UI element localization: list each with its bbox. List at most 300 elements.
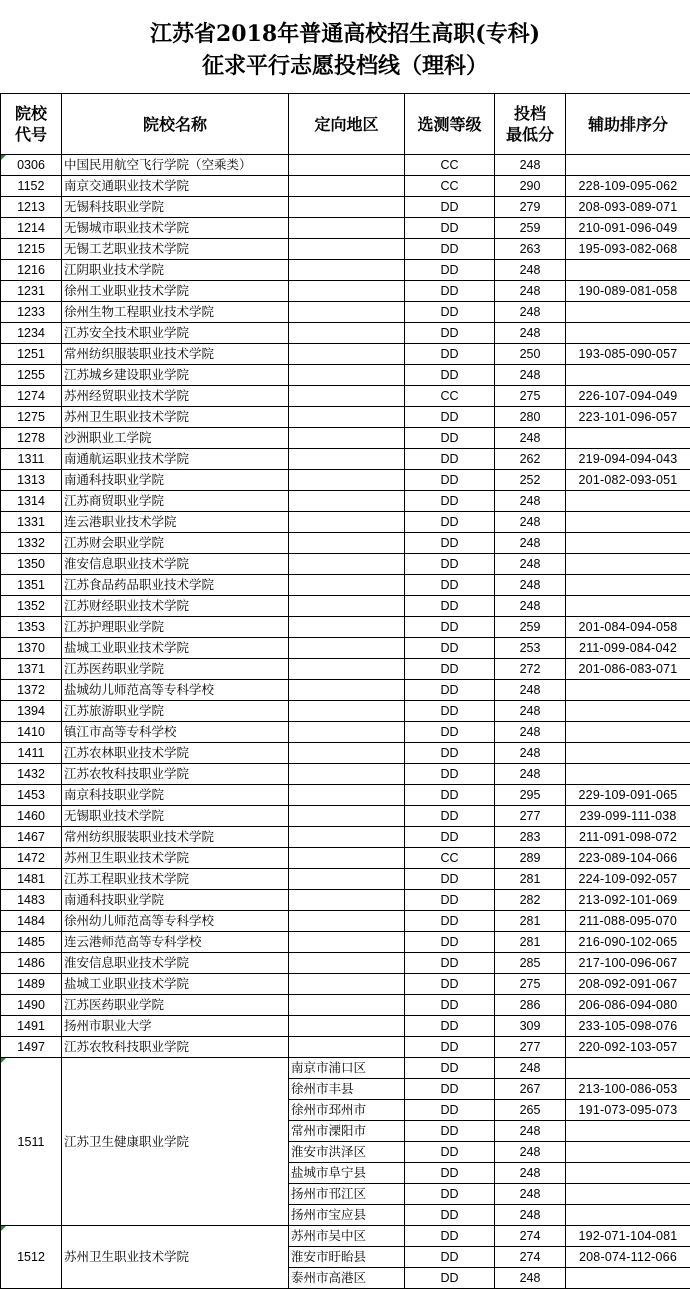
page-title-line-1: 江苏省2018年普通高校招生高职(专科) <box>0 20 690 48</box>
aux-sort-score <box>566 743 690 764</box>
test-level: DD <box>405 1100 495 1121</box>
test-level: CC <box>405 176 495 197</box>
test-level: DD <box>405 1142 495 1163</box>
aux-sort-score <box>566 680 690 701</box>
school-name: 南京交通职业技术学院 <box>62 176 289 197</box>
school-name: 无锡城市职业技术学院 <box>62 218 289 239</box>
target-region <box>289 323 405 344</box>
school-name: 江苏农牧科技职业学院 <box>62 1037 289 1058</box>
test-level: DD <box>405 596 495 617</box>
target-region <box>289 1037 405 1058</box>
min-score: 248 <box>495 281 566 302</box>
header-aux: 辅助排序分 <box>566 94 690 155</box>
school-code: 1216 <box>1 260 62 281</box>
target-region <box>289 281 405 302</box>
aux-sort-score: 233-105-098-076 <box>566 1016 690 1037</box>
aux-sort-score: 201-084-094-058 <box>566 617 690 638</box>
test-level: DD <box>405 953 495 974</box>
aux-sort-score: 217-100-096-067 <box>566 953 690 974</box>
school-code: 1313 <box>1 470 62 491</box>
school-code: 1489 <box>1 974 62 995</box>
test-level: DD <box>405 302 495 323</box>
table-row <box>1 323 690 344</box>
school-name: 江苏护理职业学院 <box>62 617 289 638</box>
min-score: 248 <box>495 491 566 512</box>
test-level: DD <box>405 869 495 890</box>
table-row <box>1 533 690 554</box>
school-name: 苏州卫生职业技术学院 <box>62 848 289 869</box>
school-code: 1351 <box>1 575 62 596</box>
aux-sort-score: 219-094-094-043 <box>566 449 690 470</box>
school-name: 常州纺织服装职业技术学院 <box>62 827 289 848</box>
min-score: 253 <box>495 638 566 659</box>
school-name: 南通科技职业学院 <box>62 470 289 491</box>
school-code: 1311 <box>1 449 62 470</box>
school-name: 徐州幼儿师范高等专科学校 <box>62 911 289 932</box>
aux-sort-score <box>566 1142 690 1163</box>
aux-sort-score: 211-091-098-072 <box>566 827 690 848</box>
test-level: DD <box>405 344 495 365</box>
min-score: 248 <box>495 701 566 722</box>
table-row <box>1 428 690 449</box>
test-level: DD <box>405 764 495 785</box>
test-level: DD <box>405 1037 495 1058</box>
school-name: 盐城工业职业技术学院 <box>62 638 289 659</box>
aux-sort-score: 211-099-084-042 <box>566 638 690 659</box>
table-row <box>1 449 690 470</box>
table-row <box>1 995 690 1016</box>
min-score: 248 <box>495 302 566 323</box>
test-level: DD <box>405 722 495 743</box>
school-code: 1214 <box>1 218 62 239</box>
aux-sort-score: 201-086-083-071 <box>566 659 690 680</box>
min-score: 248 <box>495 764 566 785</box>
target-region <box>289 386 405 407</box>
min-score: 277 <box>495 1037 566 1058</box>
school-code: 1372 <box>1 680 62 701</box>
table-row <box>1 554 690 575</box>
target-region <box>289 638 405 659</box>
school-code: 1483 <box>1 890 62 911</box>
table-row <box>1 953 690 974</box>
table-row <box>1 890 690 911</box>
target-region <box>289 428 405 449</box>
table-row <box>1 575 690 596</box>
school-code: 1497 <box>1 1037 62 1058</box>
table-row <box>1 785 690 806</box>
aux-sort-score: 213-092-101-069 <box>566 890 690 911</box>
test-level: DD <box>405 1268 495 1289</box>
table-row <box>1 911 690 932</box>
school-name: 苏州卫生职业技术学院 <box>62 1226 289 1289</box>
target-region <box>289 512 405 533</box>
school-name: 江苏旅游职业学院 <box>62 701 289 722</box>
target-region <box>289 848 405 869</box>
min-score: 262 <box>495 449 566 470</box>
school-code: 1314 <box>1 491 62 512</box>
table-row <box>1 974 690 995</box>
test-level: DD <box>405 218 495 239</box>
target-region <box>289 659 405 680</box>
school-name: 连云港师范高等专科学校 <box>62 932 289 953</box>
test-level: DD <box>405 806 495 827</box>
school-name: 苏州经贸职业技术学院 <box>62 386 289 407</box>
min-score: 248 <box>495 323 566 344</box>
min-score: 279 <box>495 197 566 218</box>
test-level: DD <box>405 1058 495 1079</box>
school-name: 无锡科技职业学院 <box>62 197 289 218</box>
target-region <box>289 932 405 953</box>
aux-sort-score <box>566 533 690 554</box>
aux-sort-score <box>566 260 690 281</box>
aux-sort-score: 223-089-104-066 <box>566 848 690 869</box>
target-region <box>289 491 405 512</box>
test-level: DD <box>405 911 495 932</box>
table-row <box>1 869 690 890</box>
school-code: 1484 <box>1 911 62 932</box>
target-region <box>289 344 405 365</box>
target-region <box>289 218 405 239</box>
target-region <box>289 911 405 932</box>
aux-sort-score <box>566 596 690 617</box>
table-row <box>1 596 690 617</box>
aux-sort-score: 192-071-104-081 <box>566 1226 690 1247</box>
min-score: 265 <box>495 1100 566 1121</box>
header-score-line-2: 最低分 <box>495 124 565 145</box>
school-name: 无锡工艺职业技术学院 <box>62 239 289 260</box>
aux-sort-score: 191-073-095-073 <box>566 1100 690 1121</box>
aux-sort-score <box>566 764 690 785</box>
test-level: CC <box>405 848 495 869</box>
min-score: 285 <box>495 953 566 974</box>
table-row <box>1 1058 690 1079</box>
test-level: CC <box>405 386 495 407</box>
aux-sort-score <box>566 491 690 512</box>
header-score-line-1: 投档 <box>495 103 565 124</box>
school-code: 1278 <box>1 428 62 449</box>
aux-sort-score: 190-089-081-058 <box>566 281 690 302</box>
school-name: 淮安信息职业技术学院 <box>62 953 289 974</box>
test-level: DD <box>405 617 495 638</box>
target-region: 盐城市阜宁县 <box>289 1163 405 1184</box>
test-level: DD <box>405 932 495 953</box>
min-score: 250 <box>495 344 566 365</box>
aux-sort-score <box>566 302 690 323</box>
min-score: 295 <box>495 785 566 806</box>
table-row <box>1 407 690 428</box>
school-name: 南通航运职业技术学院 <box>62 449 289 470</box>
test-level: DD <box>405 554 495 575</box>
aux-sort-score <box>566 1205 690 1226</box>
school-code: 1215 <box>1 239 62 260</box>
target-region <box>289 764 405 785</box>
school-code: 1331 <box>1 512 62 533</box>
school-name: 中国民用航空飞行学院（空乘类） <box>62 155 289 176</box>
school-name: 苏州卫生职业技术学院 <box>62 407 289 428</box>
min-score: 248 <box>495 1184 566 1205</box>
test-level: DD <box>405 407 495 428</box>
min-score: 277 <box>495 806 566 827</box>
aux-sort-score <box>566 722 690 743</box>
school-name: 江苏财经职业技术学院 <box>62 596 289 617</box>
test-level: DD <box>405 743 495 764</box>
school-code: 1410 <box>1 722 62 743</box>
min-score: 289 <box>495 848 566 869</box>
table-row <box>1 239 690 260</box>
school-code: 1231 <box>1 281 62 302</box>
table-row <box>1 176 690 197</box>
target-region <box>289 407 405 428</box>
school-name: 淮安信息职业技术学院 <box>62 554 289 575</box>
target-region: 扬州市宝应县 <box>289 1205 405 1226</box>
table-row <box>1 722 690 743</box>
test-level: DD <box>405 491 495 512</box>
min-score: 248 <box>495 680 566 701</box>
school-code: 1350 <box>1 554 62 575</box>
school-name: 无锡职业技术学院 <box>62 806 289 827</box>
school-code: 1370 <box>1 638 62 659</box>
min-score: 252 <box>495 470 566 491</box>
target-region: 徐州市邳州市 <box>289 1100 405 1121</box>
table-row <box>1 1037 690 1058</box>
min-score: 275 <box>495 386 566 407</box>
school-code: 1432 <box>1 764 62 785</box>
school-name: 扬州市职业大学 <box>62 1016 289 1037</box>
test-level: DD <box>405 785 495 806</box>
min-score: 248 <box>495 1163 566 1184</box>
table-row <box>1 932 690 953</box>
min-score: 280 <box>495 407 566 428</box>
school-code: 1490 <box>1 995 62 1016</box>
table-row <box>1 470 690 491</box>
table-row <box>1 680 690 701</box>
table-row <box>1 659 690 680</box>
aux-sort-score: 213-100-086-053 <box>566 1079 690 1100</box>
target-region <box>289 680 405 701</box>
target-region <box>289 533 405 554</box>
aux-sort-score: 208-092-091-067 <box>566 974 690 995</box>
school-code: 1481 <box>1 869 62 890</box>
test-level: DD <box>405 1163 495 1184</box>
school-code: 1255 <box>1 365 62 386</box>
school-code: 1486 <box>1 953 62 974</box>
min-score: 248 <box>495 1058 566 1079</box>
test-level: DD <box>405 1121 495 1142</box>
school-name: 江阴职业技术学院 <box>62 260 289 281</box>
school-code: 1352 <box>1 596 62 617</box>
school-name: 连云港职业技术学院 <box>62 512 289 533</box>
header-score <box>495 94 566 155</box>
target-region <box>289 806 405 827</box>
test-level: DD <box>405 1016 495 1037</box>
min-score: 248 <box>495 365 566 386</box>
test-level: DD <box>405 281 495 302</box>
aux-sort-score: 228-109-095-062 <box>566 176 690 197</box>
school-code: 1512 <box>1 1226 62 1289</box>
aux-sort-score: 229-109-091-065 <box>566 785 690 806</box>
target-region: 南京市浦口区 <box>289 1058 405 1079</box>
school-code: 1453 <box>1 785 62 806</box>
school-code: 1411 <box>1 743 62 764</box>
school-name: 江苏卫生健康职业学院 <box>62 1058 289 1226</box>
table-row <box>1 1016 690 1037</box>
table-header-row <box>1 94 690 155</box>
aux-sort-score <box>566 1184 690 1205</box>
min-score: 248 <box>495 533 566 554</box>
school-name: 江苏城乡建设职业学院 <box>62 365 289 386</box>
school-name: 江苏安全技术职业学院 <box>62 323 289 344</box>
target-region <box>289 197 405 218</box>
school-code: 1152 <box>1 176 62 197</box>
school-name: 江苏工程职业技术学院 <box>62 869 289 890</box>
min-score: 267 <box>495 1079 566 1100</box>
aux-sort-score: 208-093-089-071 <box>566 197 690 218</box>
test-level: DD <box>405 428 495 449</box>
aux-sort-score <box>566 1163 690 1184</box>
target-region <box>289 365 405 386</box>
target-region <box>289 785 405 806</box>
table-row <box>1 344 690 365</box>
aux-sort-score: 201-082-093-051 <box>566 470 690 491</box>
school-name: 盐城幼儿师范高等专科学校 <box>62 680 289 701</box>
school-code: 1485 <box>1 932 62 953</box>
table-body <box>1 155 690 1289</box>
school-code: 1371 <box>1 659 62 680</box>
school-code: 1460 <box>1 806 62 827</box>
test-level: DD <box>405 470 495 491</box>
aux-sort-score: 224-109-092-057 <box>566 869 690 890</box>
table-row <box>1 260 690 281</box>
aux-sort-score <box>566 554 690 575</box>
aux-sort-score <box>566 323 690 344</box>
test-level: DD <box>405 1079 495 1100</box>
header-level: 选测等级 <box>405 94 495 155</box>
school-code: 1353 <box>1 617 62 638</box>
test-level: DD <box>405 239 495 260</box>
target-region: 泰州市高港区 <box>289 1268 405 1289</box>
table-row <box>1 701 690 722</box>
aux-sort-score <box>566 1268 690 1289</box>
min-score: 248 <box>495 596 566 617</box>
test-level: DD <box>405 995 495 1016</box>
min-score: 248 <box>495 575 566 596</box>
school-code: 1511 <box>1 1058 62 1226</box>
target-region <box>289 554 405 575</box>
target-region <box>289 722 405 743</box>
school-name: 江苏农牧科技职业学院 <box>62 764 289 785</box>
aux-sort-score <box>566 1058 690 1079</box>
school-code: 1274 <box>1 386 62 407</box>
aux-sort-score: 220-092-103-057 <box>566 1037 690 1058</box>
min-score: 248 <box>495 722 566 743</box>
min-score: 281 <box>495 932 566 953</box>
min-score: 248 <box>495 155 566 176</box>
school-name: 徐州工业职业技术学院 <box>62 281 289 302</box>
test-level: DD <box>405 638 495 659</box>
min-score: 259 <box>495 218 566 239</box>
min-score: 248 <box>495 260 566 281</box>
aux-sort-score <box>566 575 690 596</box>
table-row <box>1 281 690 302</box>
aux-sort-score <box>566 512 690 533</box>
school-name: 江苏食品药品职业技术学院 <box>62 575 289 596</box>
school-code: 1233 <box>1 302 62 323</box>
header-code-line-2: 代号 <box>1 124 61 145</box>
test-level: DD <box>405 1205 495 1226</box>
test-level: DD <box>405 512 495 533</box>
target-region <box>289 827 405 848</box>
target-region <box>289 953 405 974</box>
target-region <box>289 890 405 911</box>
school-name: 常州纺织服装职业技术学院 <box>62 344 289 365</box>
table-row <box>1 512 690 533</box>
table-row <box>1 743 690 764</box>
table-row <box>1 617 690 638</box>
min-score: 248 <box>495 1268 566 1289</box>
table-row <box>1 218 690 239</box>
min-score: 275 <box>495 974 566 995</box>
min-score: 248 <box>495 743 566 764</box>
aux-sort-score: 239-099-111-038 <box>566 806 690 827</box>
table-row <box>1 386 690 407</box>
test-level: DD <box>405 575 495 596</box>
header-name: 院校名称 <box>62 94 289 155</box>
target-region <box>289 869 405 890</box>
school-code: 1213 <box>1 197 62 218</box>
target-region: 扬州市邗江区 <box>289 1184 405 1205</box>
aux-sort-score <box>566 701 690 722</box>
test-level: DD <box>405 260 495 281</box>
min-score: 281 <box>495 869 566 890</box>
target-region <box>289 974 405 995</box>
table-row <box>1 302 690 323</box>
aux-sort-score <box>566 1121 690 1142</box>
min-score: 248 <box>495 554 566 575</box>
test-level: DD <box>405 1226 495 1247</box>
target-region: 苏州市吴中区 <box>289 1226 405 1247</box>
aux-sort-score: 226-107-094-049 <box>566 386 690 407</box>
table-row <box>1 764 690 785</box>
school-name: 盐城工业职业技术学院 <box>62 974 289 995</box>
test-level: DD <box>405 533 495 554</box>
school-code: 1275 <box>1 407 62 428</box>
school-code: 1251 <box>1 344 62 365</box>
aux-sort-score: 206-086-094-080 <box>566 995 690 1016</box>
target-region: 淮安市盱眙县 <box>289 1247 405 1268</box>
aux-sort-score: 193-085-090-057 <box>566 344 690 365</box>
min-score: 281 <box>495 911 566 932</box>
school-name: 江苏医药职业学院 <box>62 995 289 1016</box>
school-name: 南京科技职业学院 <box>62 785 289 806</box>
school-name: 镇江市高等专科学校 <box>62 722 289 743</box>
target-region <box>289 449 405 470</box>
test-level: DD <box>405 974 495 995</box>
page-title-line-2: 征求平行志愿投档线（理科） <box>0 52 690 80</box>
table-row <box>1 638 690 659</box>
min-score: 263 <box>495 239 566 260</box>
min-score: 259 <box>495 617 566 638</box>
target-region <box>289 575 405 596</box>
min-score: 248 <box>495 1205 566 1226</box>
header-code-line-1: 院校 <box>1 103 61 124</box>
test-level: DD <box>405 1247 495 1268</box>
min-score: 274 <box>495 1226 566 1247</box>
aux-sort-score: 208-074-112-066 <box>566 1247 690 1268</box>
school-code: 0306 <box>1 155 62 176</box>
target-region <box>289 701 405 722</box>
school-code: 1467 <box>1 827 62 848</box>
school-name: 江苏商贸职业学院 <box>62 491 289 512</box>
